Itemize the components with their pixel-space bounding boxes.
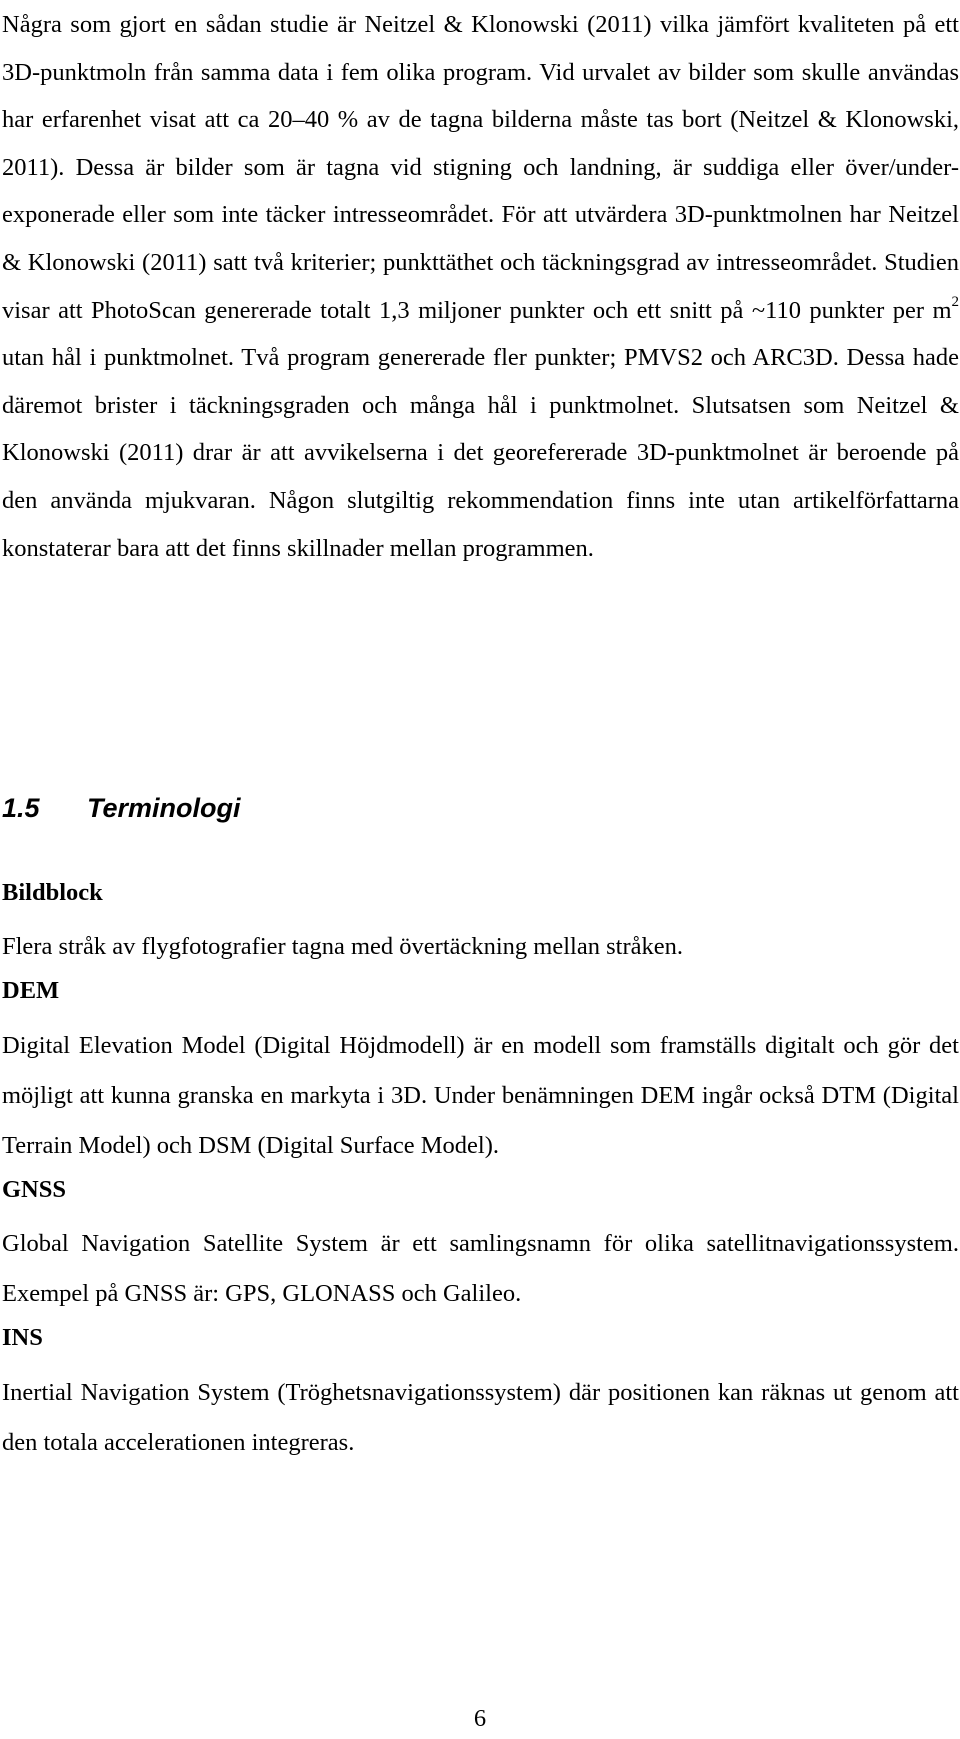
intro-text-before-superscript: Några som gjort en sådan studie är Neitzel & Klonowski (2011) vilka jämfört kvaliteten på ett 3D-punktmoln från samma data i fem olika program. Vid urvalet av bilder som skulle användas har erfarenhet visat att ca 20–40 % av de tagna bilderna måste tas bort (Neitzel & Klonowski, 2011). Dessa är bilder som är tagna vid stigning och landning, är suddiga eller över/under-exponerade eller som inte täcker intresseområdet. För att utvärdera 3D-punktmolnen har Neitzel & Klonowski (2011) satt två kriterier; punkttäthet och täckningsgrad av intresseområdet. Studien visar att PhotoScan genererade totalt 1,3 miljoner punkter och ett snitt på ~110 punkter per m	[2, 11, 959, 324]
term-ins: INS	[2, 1324, 43, 1351]
term-bildblock: Bildblock	[2, 879, 103, 906]
definition-ins: Inertial Navigation System (Tröghetsnavigationssystem) där positionen kan räknas ut genom att den totala accelerationen integreras.	[2, 1379, 959, 1456]
definition-gnss: Global Navigation Satellite System är ett samlingsnamn för olika satellitnavigationssystem. Exempel på GNSS är: GPS, GLONASS och Galileo.	[2, 1230, 959, 1307]
section-number: 1.5	[2, 793, 40, 823]
superscript-exponent: 2	[951, 293, 959, 310]
definition-dem: Digital Elevation Model (Digital Höjdmodell) är en modell som framställs digitalt och gör det möjligt att kunna granska en markyta i 3D. Under benämningen DEM ingår också DTM (Digital Terrain Model) och DSM (Digital Surface Model).	[2, 1032, 959, 1159]
term-dem: DEM	[2, 977, 60, 1004]
intro-paragraph	[2, 1, 959, 572]
section-heading	[2, 788, 241, 828]
page-number: 6	[473, 1705, 487, 1732]
section-title: Terminologi	[87, 793, 241, 823]
definition-bildblock: Flera stråk av flygfotografier tagna med övertäckning mellan stråken.	[2, 933, 683, 960]
intro-text-after-superscript: utan hål i punktmolnet. Två program genererade fler punkter; PMVS2 och ARC3D. Dessa hade däremot brister i täckningsgraden och många hål i punktmolnet. Slutsatsen som Neitzel & Klonowski (2011) drar är att avvikelserna i det georefererade 3D-punktmolnet är beroende på den använda mjukvaran. Någon slutgiltig rekommendation finns inte utan artikelförfattarna konstaterar bara att det finns skillnader mellan programmen.	[2, 344, 959, 562]
term-gnss: GNSS	[2, 1176, 67, 1203]
